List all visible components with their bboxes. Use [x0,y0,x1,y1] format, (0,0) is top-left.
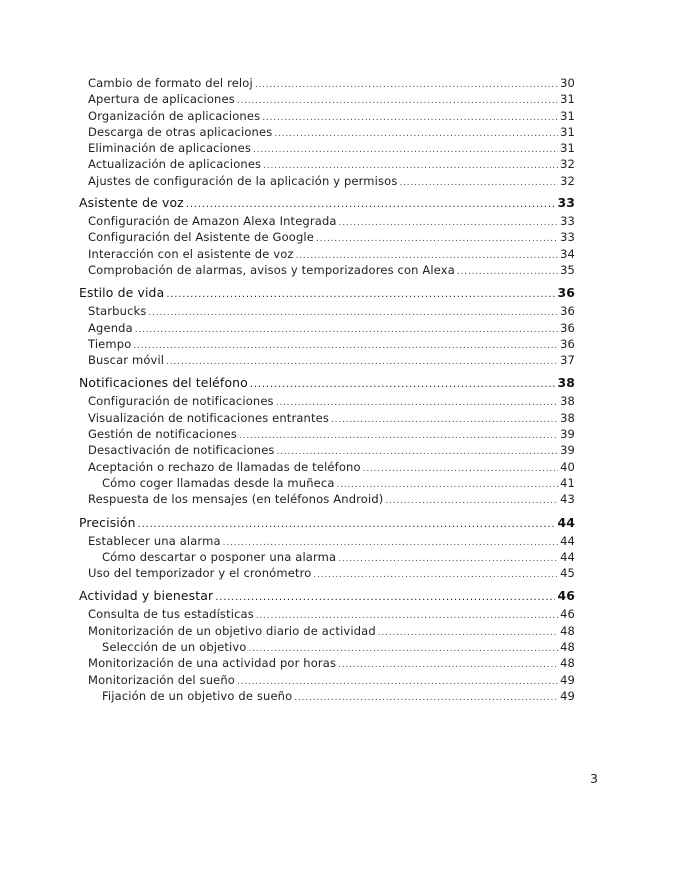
toc-leader-dots [338,554,558,564]
toc-entry-page: 44 [557,514,575,530]
toc-entry-page: 36 [560,320,575,335]
toc-entry-label: Monitorización del sueño [88,672,235,687]
toc-entry-page: 32 [560,173,575,188]
toc-entry-page: 33 [560,214,575,229]
toc-entry-label: Aceptación o rechazo de llamadas de teléfono [88,459,361,474]
toc-entry-label: Fijación de un objetivo de sueño [102,688,293,703]
toc-entry[interactable] [79,656,575,672]
toc-entry-label: Cómo coger llamadas desde la muñeca [102,475,335,490]
toc-entry-label: Notificaciones del teléfono [79,375,248,391]
toc-leader-dots [296,251,558,261]
toc-section-heading[interactable] [79,285,575,304]
toc-entry-page: 49 [560,672,575,687]
toc-leader-dots [339,218,558,228]
toc-entry[interactable] [79,689,575,705]
toc-entry-page: 33 [560,230,575,245]
toc-leader-dots [223,538,558,548]
toc-leader-dots [237,96,558,106]
toc-entry[interactable] [79,673,575,689]
toc-leader-dots [253,145,558,155]
toc-entry-page: 31 [560,124,575,139]
toc-entry-label: Monitorización de un objetivo diario de actividad [88,623,376,638]
page-number: 3 [590,771,598,786]
toc-entry-label: Interacción con el asistente de voz [88,246,294,261]
toc-entry-label: Visualización de notificaciones entrantes [88,410,330,425]
toc-entry-page: 38 [557,375,575,391]
toc-entry-label: Agenda [88,320,133,335]
toc-entry-label: Actividad y bienestar [79,588,214,604]
toc-leader-dots [166,289,555,300]
toc-section-heading[interactable] [79,195,575,214]
toc-entry[interactable] [79,230,575,246]
toc-entry[interactable] [79,566,575,582]
toc-entry-page: 32 [560,157,575,172]
toc-entry-label: Precisión [79,514,136,530]
toc-leader-dots [331,415,558,425]
toc-section-heading[interactable] [79,375,575,394]
toc-entry-page: 38 [560,394,575,409]
toc-entry-page: 48 [560,640,575,655]
toc-leader-dots [294,693,558,703]
toc-entry-label: Configuración del Asistente de Google [88,230,314,245]
toc-leader-dots [256,611,558,621]
toc-leader-dots [338,660,558,670]
toc-entry[interactable] [79,607,575,623]
toc-entry-page: 31 [560,92,575,107]
toc-entry[interactable] [79,247,575,263]
toc-entry[interactable] [79,304,575,320]
toc-leader-dots [378,628,558,638]
toc-entry-page: 46 [557,588,575,604]
toc-entry-page: 37 [560,353,575,368]
toc-entry[interactable] [79,157,575,173]
table-of-contents [79,76,575,705]
toc-entry-page: 39 [560,443,575,458]
toc-entry-page: 48 [560,656,575,671]
toc-leader-dots [277,447,558,457]
toc-leader-dots [263,161,558,171]
toc-entry-page: 36 [560,304,575,319]
toc-leader-dots [215,592,555,603]
toc-entry[interactable] [79,460,575,476]
toc-leader-dots [276,398,558,408]
toc-leader-dots [135,325,558,335]
toc-entry-page: 38 [560,410,575,425]
toc-entry[interactable] [79,141,575,157]
toc-leader-dots [186,199,556,210]
toc-entry[interactable] [79,263,575,279]
toc-entry[interactable] [79,214,575,230]
toc-entry[interactable] [79,534,575,550]
toc-entry-page: 46 [560,607,575,622]
toc-entry-label: Monitorización de una actividad por horas [88,656,337,671]
toc-entry-page: 34 [560,246,575,261]
toc-entry-label: Consulta de tus estadísticas [88,607,254,622]
toc-entry-page: 48 [560,623,575,638]
toc-leader-dots [138,519,556,530]
toc-entry-label: Asistente de voz [79,195,184,211]
toc-entry-page: 43 [560,492,575,507]
toc-entry[interactable] [79,125,575,141]
toc-entry-label: Gestión de notificaciones [88,427,237,442]
toc-entry-label: Ajustes de configuración de la aplicación y permisos [88,173,398,188]
toc-section-heading[interactable] [79,588,575,607]
toc-leader-dots [133,341,558,351]
toc-entry-label: Configuración de notificaciones [88,394,274,409]
toc-entry-page: 31 [560,141,575,156]
toc-entry-label: Tiempo [88,336,132,351]
toc-entry-label: Uso del temporizador y el cronómetro [88,566,312,581]
toc-entry[interactable] [79,624,575,640]
toc-entry-label: Buscar móvil [88,353,165,368]
toc-leader-dots [313,570,558,580]
toc-leader-dots [316,234,558,244]
toc-entry-page: 44 [560,533,575,548]
toc-leader-dots [337,480,559,490]
toc-entry-page: 33 [557,195,575,211]
toc-entry-page: 41 [560,475,575,490]
toc-entry[interactable] [79,492,575,508]
toc-leader-dots [363,464,558,474]
toc-entry[interactable] [79,174,575,190]
toc-leader-dots [274,129,558,139]
toc-entry[interactable] [79,394,575,410]
toc-leader-dots [262,113,558,123]
toc-entry-label: Actualización de aplicaciones [88,157,262,172]
toc-leader-dots [248,644,558,654]
toc-entry-page: 30 [560,76,575,90]
toc-entry-label: Selección de un objetivo [102,640,247,655]
toc-entry-page: 36 [557,285,575,301]
toc-entry[interactable] [79,321,575,337]
toc-entry[interactable] [79,640,575,656]
toc-leader-dots [385,496,558,506]
toc-entry-label: Desactivación de notificaciones [88,443,275,458]
toc-entry-page: 40 [560,459,575,474]
toc-entry-label: Cómo descartar o posponer una alarma [102,549,337,564]
toc-leader-dots [250,379,556,390]
toc-entry-label: Comprobación de alarmas, avisos y temporizadores con Alexa [88,262,455,277]
toc-entry[interactable] [79,443,575,459]
toc-entry[interactable] [79,427,575,443]
toc-entry-label: Apertura de aplicaciones [88,92,235,107]
toc-entry-page: 31 [560,108,575,123]
toc-entry[interactable] [79,550,575,566]
toc-entry-label: Eliminación de aplicaciones [88,141,251,156]
toc-entry-page: 39 [560,427,575,442]
toc-entry-label: Configuración de Amazon Alexa Integrada [88,214,337,229]
toc-leader-dots [166,357,558,367]
toc-entry[interactable] [79,353,575,369]
toc-entry-page: 45 [560,566,575,581]
toc-entry-label: Cambio de formato del reloj [88,76,253,90]
toc-entry[interactable] [79,411,575,427]
toc-entry-page: 35 [560,262,575,277]
toc-leader-dots [239,431,558,441]
toc-entry-page: 49 [560,688,575,703]
toc-entry-label: Descarga de otras aplicaciones [88,124,273,139]
toc-leader-dots [457,267,558,277]
toc-leader-dots [399,178,558,188]
toc-leader-dots [237,677,558,687]
toc-entry[interactable] [79,92,575,108]
toc-entry-label: Estilo de vida [79,285,165,301]
toc-entry-label: Organización de aplicaciones [88,108,261,123]
toc-leader-dots [255,80,558,90]
toc-entry[interactable] [79,337,575,353]
toc-entry[interactable] [79,476,575,492]
toc-entry[interactable] [79,109,575,125]
toc-entry[interactable] [79,76,575,92]
toc-leader-dots [149,308,559,318]
toc-entry-page: 44 [560,549,575,564]
toc-entry-label: Starbucks [88,304,147,319]
toc-entry-page: 36 [560,336,575,351]
toc-entry-label: Establecer una alarma [88,533,221,548]
toc-entry-label: Respuesta de los mensajes (en teléfonos Android) [88,492,384,507]
toc-section-heading[interactable] [79,515,575,534]
